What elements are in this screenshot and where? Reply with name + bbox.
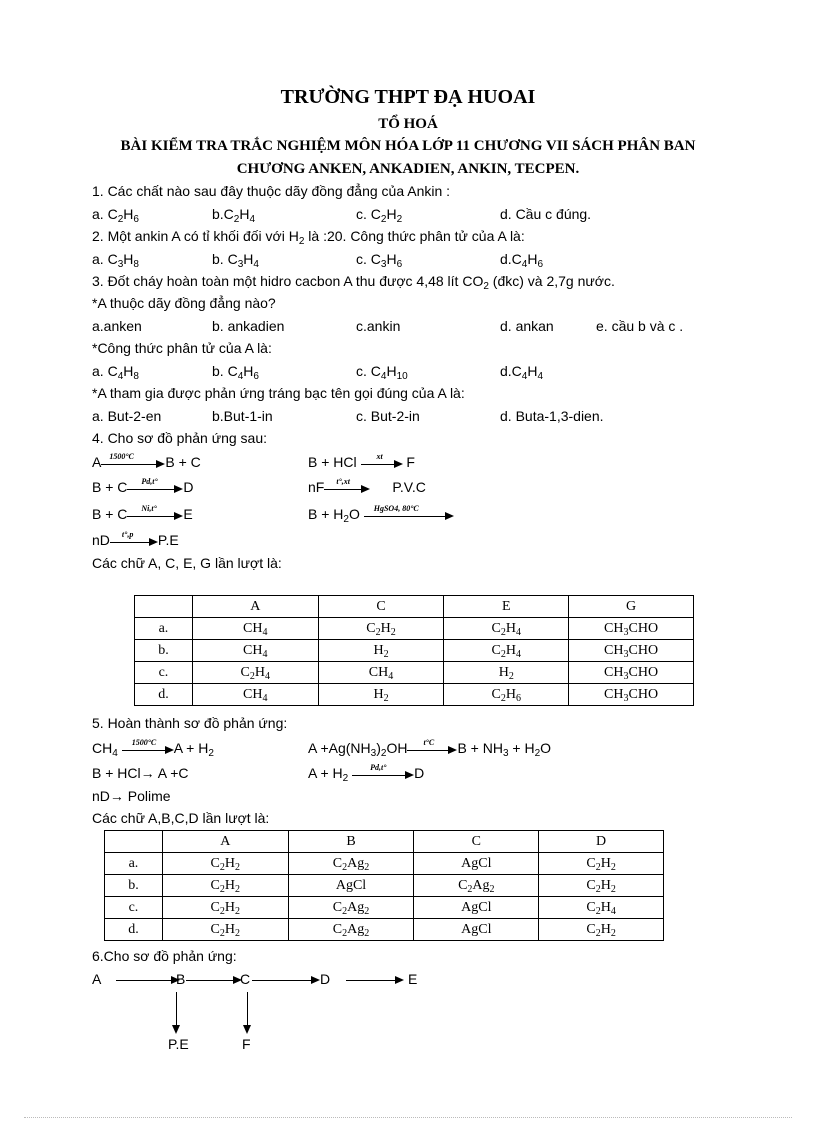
table-cell: A [162,831,288,853]
q1-option-b: $b.C_2H_4$ [212,206,256,225]
q3-s2-b: b. $C_4H_6$ [212,363,259,382]
table-cell: $H_2$ [444,662,569,684]
table-row [105,875,664,897]
table-cell: $C_2Ag_2$ [288,853,414,875]
arrow-icon [186,972,242,986]
q4-reaction-3: B + C Pd,t° D [92,477,194,495]
table-cell: $C_2Ag_2$ [414,875,539,897]
arrow-icon [252,972,320,986]
q5-reaction-3: B + HCl→ A +C [92,765,189,781]
table-row [105,919,664,941]
table-cell: $CH_3CHO$ [569,684,694,706]
q3-sub2: *Công thức phân tử của A là: [92,340,272,356]
q4-reaction-4: nF t°,xt P.V.C [308,477,426,495]
department: TỔ HOÁ [378,116,438,132]
table-cell: G [569,596,694,618]
q3-s3-d: d. Buta-1,3-dien. [500,408,604,424]
q3-s2-a: a. $C_4H_8$ [92,363,139,382]
q6-node-c: C [240,971,251,987]
q5-reaction-5: nD→ Polime [92,788,171,804]
table-row [135,618,694,640]
arrow-icon: xt [361,456,403,470]
page-bottom-divider [24,1117,792,1118]
q6-node-a: A [92,971,102,987]
table-header-row [135,596,694,618]
q4-reaction-6: $B + H_2O$ HgSO4, 80°C [308,506,454,522]
table-cell: $C_2H_4$ [539,897,664,919]
school-name: TRƯỜNG THPT ĐẠ HUOAI [280,86,536,108]
q3-s1-c: c.ankin [356,318,401,334]
table-cell: a. [135,618,193,640]
q1-option-a: a. $C_2H_6$ [92,206,139,225]
q5-answer-table [104,830,664,941]
table-cell: d. [135,684,193,706]
q6-node-pe: P.E [168,1036,189,1052]
table-cell: c. [105,897,163,919]
q3-s1-b: b. ankadien [212,318,285,334]
q3-sub1: *A thuộc dãy đồng đẳng nào? [92,295,276,311]
arrow-icon: 1500°C [101,456,165,470]
q6-node-e: E [408,971,418,987]
q4-answer-table [134,595,694,706]
table-cell: $H_2$ [318,684,444,706]
table-cell: $CH_3CHO$ [569,662,694,684]
arrow-icon: t°C [407,742,457,756]
q3-s1-a: a.anken [92,318,142,334]
q6-node-f: F [242,1036,251,1052]
q2-option-d: $d.C_4H_6$ [500,251,544,270]
table-cell: $CH_4$ [192,640,318,662]
q5-reaction-4: $A + H_2$ Pd,t° D [308,763,425,784]
table-cell: C [318,596,444,618]
q5-reaction-2: $A +Ag(NH_3)_2OH$ t°C $B + NH_3 + H_2O$ [308,738,552,759]
q3-s2-c: c. $C_4H_{10}$ [356,363,408,382]
table-cell: B [288,831,414,853]
table-cell: $CH_4$ [318,662,444,684]
table-cell: $H_2$ [318,640,444,662]
q4-reaction-2: B + HCl xt F [308,452,415,470]
table-cell: AgCl [414,897,539,919]
q5-reaction-1: $CH_4$ 1500°C $A + H_2$ [92,738,214,759]
table-cell: $C_2Ag_2$ [288,897,414,919]
table-cell: D [539,831,664,853]
test-title: BÀI KIỂM TRA TRẮC NGHIỆM MÔN HÓA LỚP 11 CHƯƠNG VII SÁCH PHÂN BAN [120,138,696,154]
table-cell: $CH_4$ [192,684,318,706]
q4-question: Các chữ A, C, E, G lần lượt là: [92,555,282,571]
q3-s3-b: b.But-1-in [212,408,273,424]
table-cell: AgCl [414,853,539,875]
q6-node-b: B [176,971,186,987]
table-cell: b. [135,640,193,662]
table-cell: E [444,596,569,618]
q6-arrow-bc [186,970,242,986]
q4-reaction-1: A 1500°C B + C [92,452,201,470]
table-cell: C [414,831,539,853]
table-cell: $CH_3CHO$ [569,640,694,662]
table-header-row [105,831,664,853]
q5-text: 5. Hoàn thành sơ đồ phản ứng: [92,715,288,731]
q2-text: 2. Một ankin A có tỉ khối đối với $H_2$ là :20. Công thức phân tử của A là: [92,228,525,247]
arrow-icon: Pd,t° [352,767,414,781]
table-row [105,897,664,919]
q1-option-d: d. Cầu c đúng. [500,206,592,222]
chapter-title: CHƯƠNG ANKEN, ANKADIEN, ANKIN, TECPEN. [236,161,580,177]
q4-reaction-5: B + C Ni,t° E [92,504,193,522]
table-cell: A [192,596,318,618]
table-row [105,853,664,875]
table-cell: $CH_4$ [192,618,318,640]
table-cell: $C_2H_2$ [318,618,444,640]
arrow-icon: Ni,t° [127,508,183,522]
q1-text: 1. Các chất nào sau đây thuộc dãy đồng đẳng của Ankin : [92,183,451,199]
arrow-down-icon [172,1025,180,1034]
q3-text: 3. Đốt cháy hoàn toàn một hidro cacbon A thu được 4,48 lít $CO_2$ (đkc) và 2,7g nước. [92,273,615,292]
q3-s3-a: a. But-2-en [92,408,162,424]
q2-option-c: c. $C_3H_6$ [356,251,403,270]
table-cell: $C_2H_2$ [162,853,288,875]
q5-question: Các chữ A,B,C,D lần lượt là: [92,810,270,826]
arrow-down-icon [243,1025,251,1034]
q3-s3-c: c. But-2-in [356,408,420,424]
q6-node-d: D [320,971,331,987]
q2-option-b: b. $C_3H_4$ [212,251,259,270]
q6-down-line-c [247,992,248,1026]
q6-arrow-ab [116,970,180,986]
table-cell: $CH_3CHO$ [569,618,694,640]
q6-text: 6.Cho sơ đồ phản ứng: [92,948,237,964]
table-cell: $C_2H_4$ [192,662,318,684]
arrow-icon: HgSO4, 80°C [364,508,454,522]
table-cell: $C_2Ag_2$ [288,919,414,941]
table-cell: d. [105,919,163,941]
q2-option-a: a. $C_3H_8$ [92,251,139,270]
table-row [135,640,694,662]
q4-reaction-7: nD t°,p P.E [92,530,179,548]
arrow-icon: t°,xt [324,481,370,495]
arrow-icon: 1500°C [122,742,174,756]
table-row [135,662,694,684]
q1-option-c: c. $C_2H_2$ [356,206,403,225]
table-cell: c. [135,662,193,684]
q3-s1-e: e. cầu b và c . [596,318,684,334]
q3-sub3: *A tham gia được phản ứng tráng bạc tên gọi đúng của A là: [92,385,465,401]
q6-arrow-de [346,970,404,986]
q6-down-line-b [176,992,177,1026]
q3-s1-d: d. ankan [500,318,554,334]
table-cell: a. [105,853,163,875]
table-cell: $C_2H_2$ [539,919,664,941]
arrow-icon [346,972,404,986]
table-cell: $C_2H_2$ [539,875,664,897]
table-cell: $C_2H_2$ [539,853,664,875]
table-cell [105,831,163,853]
table-cell: $C_2H_4$ [444,618,569,640]
table-cell: $C_2H_6$ [444,684,569,706]
table-cell: $C_2H_4$ [444,640,569,662]
q6-arrow-cd [252,970,320,986]
table-row [135,684,694,706]
q4-text: 4. Cho sơ đồ phản ứng sau: [92,430,267,446]
arrow-icon [116,972,180,986]
table-cell: AgCl [414,919,539,941]
table-cell: b. [105,875,163,897]
q3-s2-d: $d.C_4H_4$ [500,363,544,382]
arrow-icon: Pd,t° [127,481,183,495]
arrow-icon: t°,p [110,534,158,548]
table-cell: AgCl [288,875,414,897]
table-cell [135,596,193,618]
table-cell: $C_2H_2$ [162,919,288,941]
table-cell: $C_2H_2$ [162,875,288,897]
table-cell: $C_2H_2$ [162,897,288,919]
